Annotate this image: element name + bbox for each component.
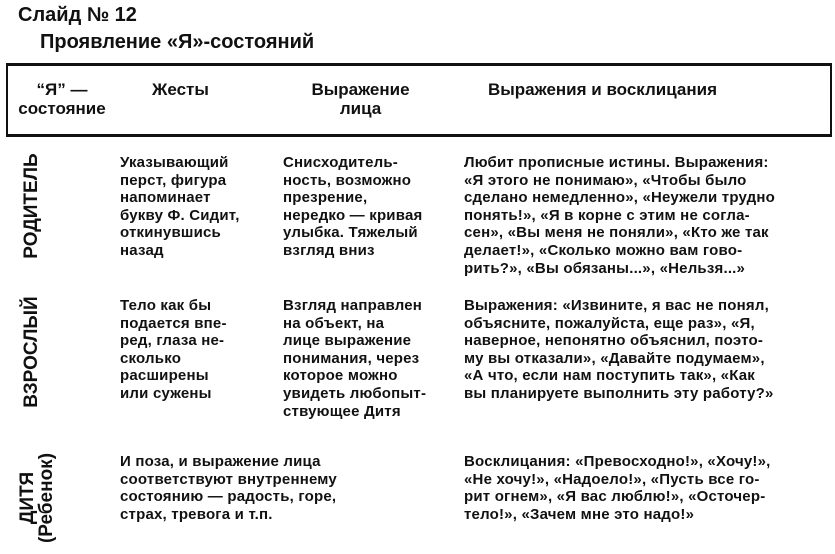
child-gestures-face: И поза, и выражение лица соответствуют внутреннему состоянию — радость, горе, страх, тревога и т.п. [120,453,337,523]
header-expressions: Выражения и восклицания [488,80,718,99]
row-label-child: ДИТЯ (Ребенок) [17,452,57,544]
header-state: “Я” — состояние [18,80,106,118]
slide-title: Слайд № 12 [18,4,137,26]
parent-expressions: Любит прописные истины. Выражения: «Я этого не понимаю», «Чтобы было сделано немедленно», «Неужели трудно понять!», «Я в корне с этим не согла- сен», «Вы меня не поняли», «Кто же так делает!», «Сколько можно вам гово- рить?», «Вы обязаны...», «Нельзя...» [464,154,776,277]
parent-gestures: Указывающий перст, фигура напоминает букву Ф. Сидит, откинувшись назад [120,154,240,259]
slide-subtitle: Проявление «Я»-состояний [40,31,315,53]
child-expressions: Восклицания: «Превосходно!», «Хочу!», «Не хочу!», «Надоело!», «Пусть все го- рит огнем», «Я вас люблю!», «Осточер- тело!», «Зачем мне это надо!» [464,453,771,523]
header-face: Выражение лица [311,80,410,118]
adult-expressions: Выражения: «Извините, я вас не понял, объясните, пожалуйста, еще раз», «Я, наверное, непонятно объяснил, поэто- му вы отказали», «Давайте подумаем», «А что, если нам поступить так», «Как вы планируете выполнить эту работу?» [464,297,774,402]
adult-face: Взгляд направлен на объект, на лице выражение понимания, через которое можно увидеть любопыт- ствующее Дитя [283,297,427,420]
parent-face: Снисходитель- ность, возможно презрение, нередко — кривая улыбка. Тяжелый взгляд вниз [283,154,423,259]
row-label-adult: ВЗРОСЛЫЙ [21,296,42,408]
header-gestures: Жесты [152,80,209,99]
adult-gestures: Тело как бы подается впе- ред, глаза не- сколько расширены или сужены [120,297,227,402]
row-label-parent: РОДИТЕЛЬ [21,153,42,259]
